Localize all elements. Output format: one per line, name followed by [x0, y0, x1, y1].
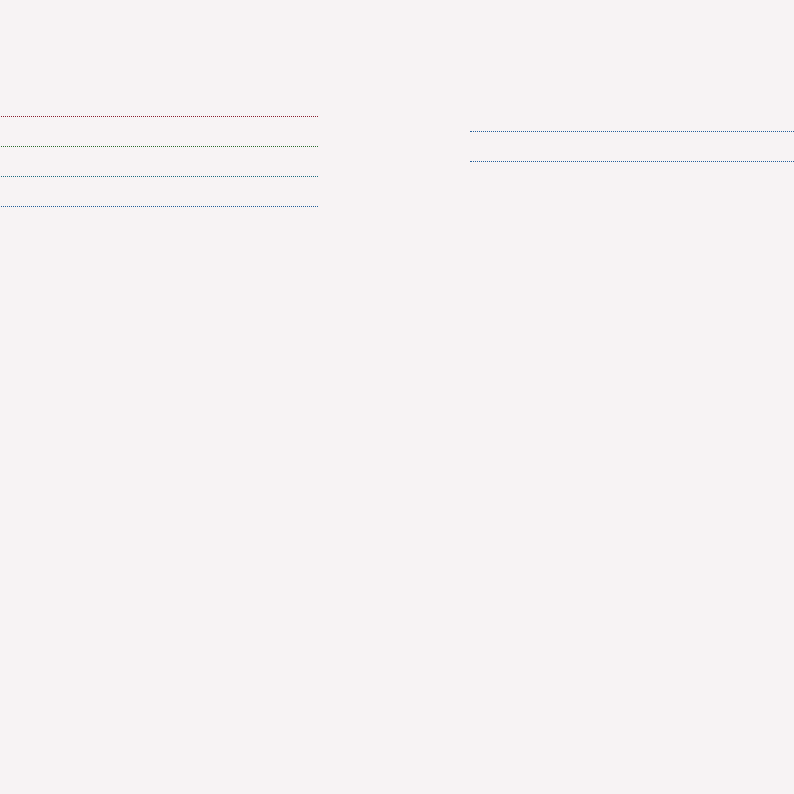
bottom-decorative-border [0, 702, 794, 794]
leader-dots [470, 131, 794, 132]
leader-dots [0, 206, 318, 207]
toc-right-column [467, 119, 794, 179]
section-heading-suppen[interactable] [0, 179, 321, 194]
toc-left-column [0, 119, 321, 224]
section-heading-warenkunde[interactable] [0, 119, 321, 134]
leader-dots [0, 146, 318, 147]
bottom-scallop-pattern [0, 702, 794, 794]
top-decorative-border [0, 0, 794, 52]
top-scallop-pattern [0, 0, 794, 52]
section-heading-haupt[interactable] [0, 209, 321, 224]
leader-dots [0, 116, 318, 117]
section-heading-desserts[interactable] [467, 164, 794, 179]
section-heading-vegetarisch[interactable] [467, 134, 794, 149]
section-heading-vorspeisen[interactable] [0, 149, 321, 164]
leader-dots [0, 176, 318, 177]
leader-dots [470, 161, 794, 162]
